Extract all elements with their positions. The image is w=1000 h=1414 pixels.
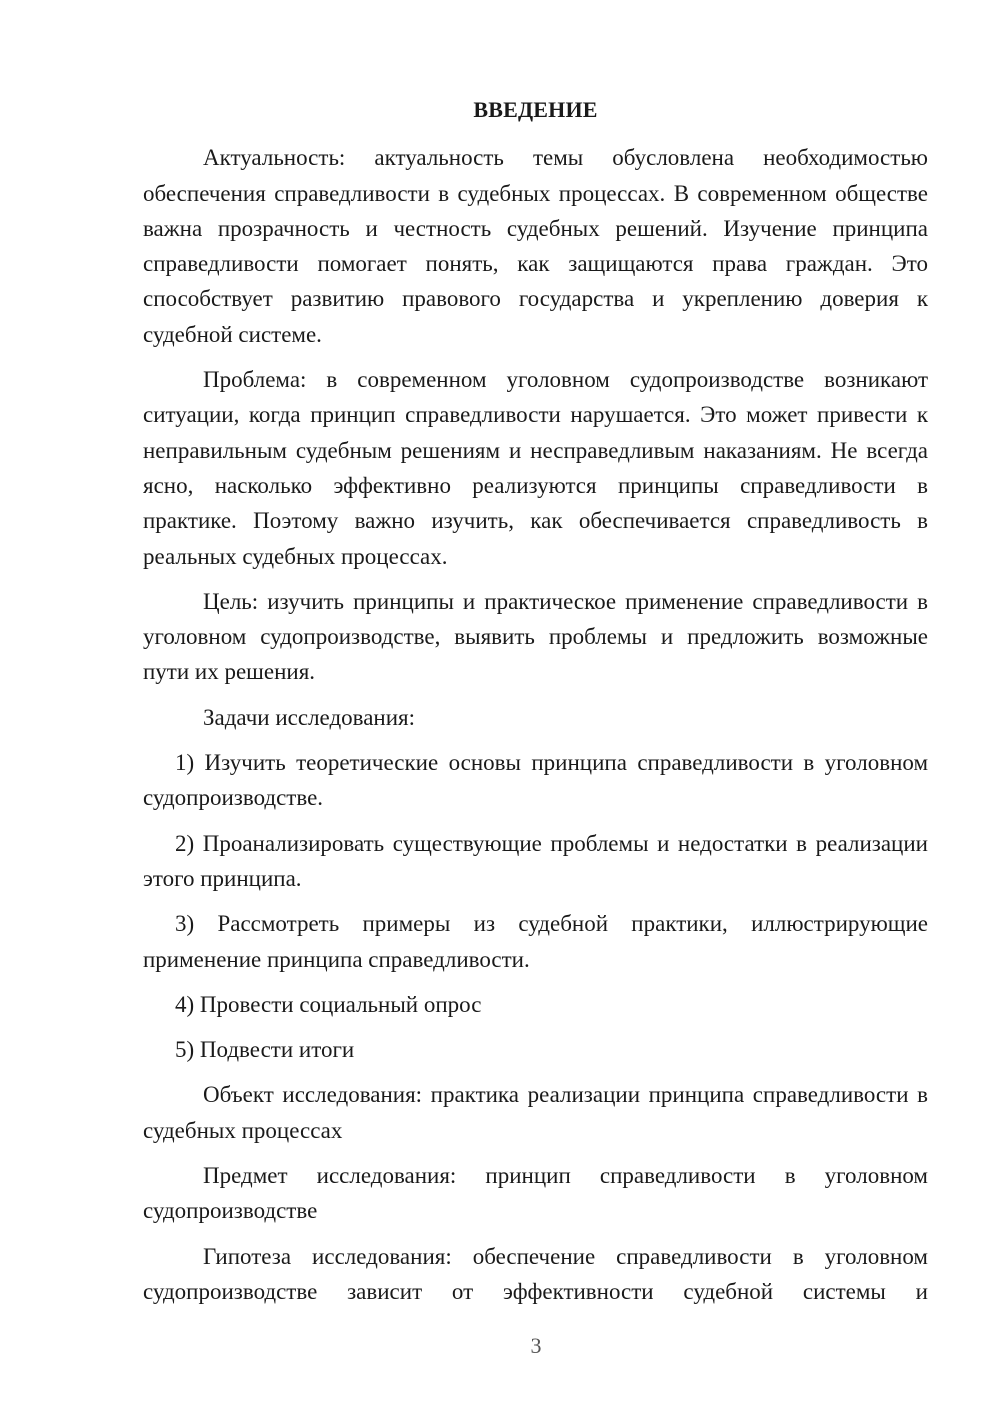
page-number: 3 [530,1333,542,1358]
page-content [143,92,928,1319]
task-item-4: 4) Провести социальный опрос [175,991,482,1017]
task-item-5: 5) Подвести итоги [175,1037,355,1063]
task-item-2: 2) Проанализировать существующие проблемы и недостатки в реализации этого принципа. [143,830,928,891]
paragraph-subject: Предмет исследования: принцип справедливости в уголовном судопроизводстве [143,1163,928,1224]
paragraph-hypothesis: Гипотеза исследования: обеспечение справедливости в уголовном судопроизводстве зависит от эффективности судебной системы и [143,1243,928,1304]
section-title: ВВЕДЕНИЕ [473,97,598,122]
task-item-3: 3) Рассмотреть примеры из судебной практики, иллюстрирующие применение принципа справедливости. [143,911,928,972]
paragraph-problem: Проблема: в современном уголовном судопроизводстве возникают ситуации, когда принцип справедливости нарушается. Это может привести к неправильным судебным решениям и несправедливым наказаниям. Не всегда ясно, насколько эффективно реализуются принципы справедливости в практике. Поэтому важно изучить, как обеспечивается справедливость в реальных судебных процессах. [143,367,928,569]
tasks-heading: Задачи исследования: [203,704,416,730]
paragraph-relevance: Актуальность: актуальность темы обусловлена необходимостью обеспечения справедливости в судебных процессах. В современном обществе важна прозрачность и честность судебных решений. Изучение принципа справедливости помогает понять, как защищаются права граждан. Это способствует развитию правового государства и укреплению доверия к судебной системе. [143,145,928,347]
task-item-1: 1) Изучить теоретические основы принципа справедливости в уголовном судопроизводстве. [143,750,928,811]
paragraph-goal: Цель: изучить принципы и практическое применение справедливости в уголовном судопроизводстве, выявить проблемы и предложить возможные пути их решения. [143,588,928,685]
paragraph-object: Объект исследования: практика реализации принципа справедливости в судебных процессах [143,1082,928,1143]
